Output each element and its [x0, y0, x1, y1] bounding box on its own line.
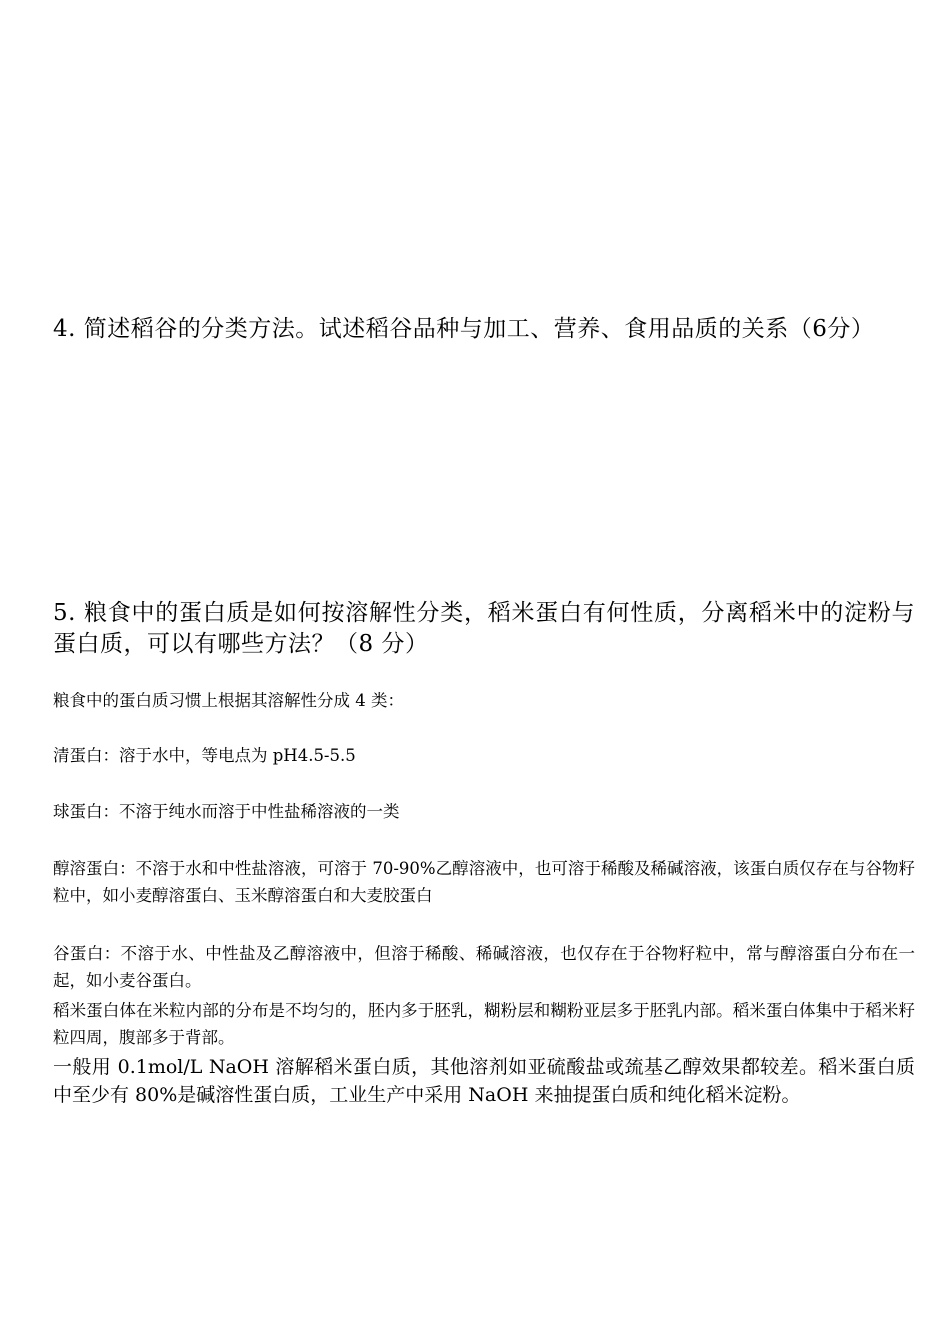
answer-distribution: 稻米蛋白体在米粒内部的分布是不均匀的，胚内多于胚乳，糊粉层和糊粉亚层多于胚乳内部。稻米蛋白体集中于稻米籽粒四周，腹部多于背部。 — [53, 1001, 915, 1047]
answer-prolamin: 醇溶蛋白：不溶于水和中性盐溶液，可溶于 70-90%乙醇溶液中，也可溶于稀酸及稀碱溶液，该蛋白质仅存在与谷物籽粒中，如小麦醇溶蛋白、玉米醇溶蛋白和大麦胶蛋白 — [53, 859, 915, 905]
answer-glutelin: 谷蛋白：不溶于水、中性盐及乙醇溶液中，但溶于稀酸、稀碱溶液，也仅存在于谷物籽粒中，常与醇溶蛋白分布在一起，如小麦谷蛋白。 — [53, 944, 915, 990]
answer-globulin: 球蛋白：不溶于纯水而溶于中性盐稀溶液的一类 — [53, 802, 400, 821]
answer-intro: 粮食中的蛋白质习惯上根据其溶解性分成 4 类： — [53, 691, 404, 710]
question-5: 5. 粮食中的蛋白质是如何按溶解性分类，稻米蛋白有何性质，分离稻米中的淀粉与蛋白质，可以有哪些方法？（8 分） — [53, 600, 915, 657]
answer-extraction: 一般用 0.1mol/L NaOH 溶解稻米蛋白质，其他溶剂如亚硫酸盐或巯基乙醇效果都较差。稻米蛋白质中至少有 80%是碱溶性蛋白质，工业生产中采用 NaOH 来抽提蛋白质和纯化稻米淀粉。 — [53, 1056, 915, 1106]
answer-albumin: 清蛋白：溶于水中，等电点为 pH4.5-5.5 — [53, 746, 356, 765]
question-4: 4. 简述稻谷的分类方法。试述稻谷品种与加工、营养、食用品质的关系（6分） — [53, 316, 875, 342]
